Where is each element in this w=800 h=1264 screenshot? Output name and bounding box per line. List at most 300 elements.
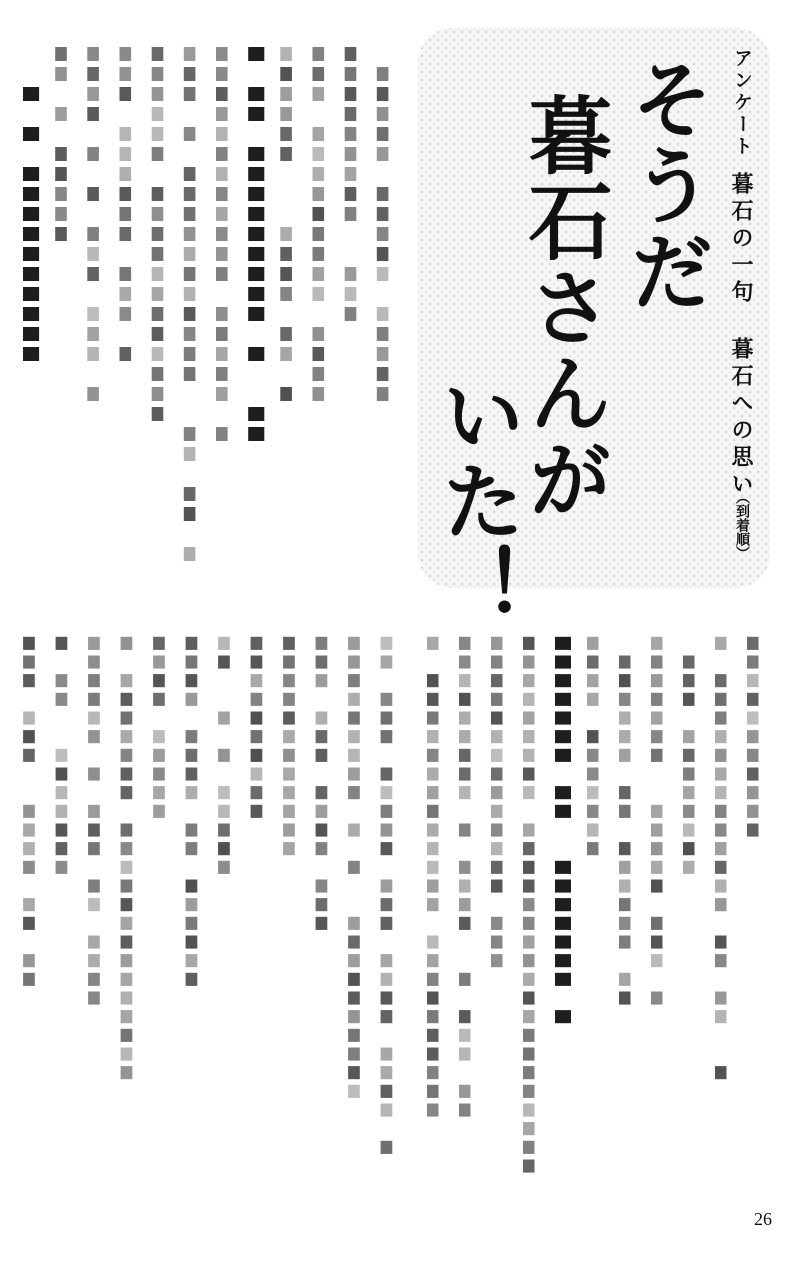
- text-mark: [313, 67, 325, 81]
- text-mark: [120, 167, 132, 181]
- text-mark: [313, 247, 325, 261]
- text-mark: [377, 347, 389, 361]
- text-mark: [23, 712, 35, 725]
- text-mark: [283, 674, 295, 687]
- text-mark: [459, 749, 471, 762]
- text-mark: [88, 973, 100, 986]
- text-mark: [523, 768, 535, 781]
- text-mark: [651, 954, 663, 967]
- text-mark: [55, 167, 67, 181]
- text-mark: [715, 730, 727, 743]
- text-mark: [587, 656, 599, 669]
- text-mark: [186, 824, 198, 837]
- text-mark: [345, 187, 357, 201]
- text-mark: [348, 730, 360, 743]
- text-mark: [218, 749, 230, 762]
- text-mark: [555, 917, 571, 930]
- text-mark: [491, 936, 503, 949]
- text-mark: [313, 367, 325, 381]
- text-mark: [316, 842, 328, 855]
- text-mark: [555, 1010, 571, 1023]
- text-mark: [651, 805, 663, 818]
- text-mark: [121, 1010, 133, 1023]
- text-mark: [345, 67, 357, 81]
- text-mark: [491, 693, 503, 706]
- text-mark: [523, 1066, 535, 1079]
- text-mark: [747, 824, 759, 837]
- text-mark: [184, 427, 196, 441]
- text-mark: [55, 207, 67, 221]
- text-mark: [587, 842, 599, 855]
- text-mark: [184, 167, 196, 181]
- text-mark: [153, 768, 165, 781]
- text-mark: [523, 656, 535, 669]
- text-mark: [186, 954, 198, 967]
- text-mark: [186, 786, 198, 799]
- text-mark: [248, 347, 264, 361]
- text-mark: [587, 805, 599, 818]
- text-mark: [184, 367, 196, 381]
- text-mark: [619, 936, 631, 949]
- text-mark: [427, 674, 439, 687]
- text-mark: [651, 917, 663, 930]
- text-mark: [152, 87, 164, 101]
- text-mark: [587, 768, 599, 781]
- text-mark: [184, 307, 196, 321]
- text-mark: [153, 749, 165, 762]
- text-mark: [121, 693, 133, 706]
- text-mark: [491, 842, 503, 855]
- text-mark: [651, 824, 663, 837]
- text-mark: [619, 749, 631, 762]
- text-mark: [555, 749, 571, 762]
- text-mark: [587, 730, 599, 743]
- text-mark: [345, 127, 357, 141]
- text-mark: [152, 107, 164, 121]
- text-mark: [345, 107, 357, 121]
- text-mark: [121, 842, 133, 855]
- text-mark: [153, 805, 165, 818]
- text-mark: [491, 954, 503, 967]
- text-mark: [715, 936, 727, 949]
- text-mark: [88, 842, 100, 855]
- text-mark: [283, 786, 295, 799]
- text-mark: [715, 712, 727, 725]
- text-mark: [651, 749, 663, 762]
- text-mark: [381, 917, 393, 930]
- text-mark: [348, 693, 360, 706]
- text-mark: [280, 147, 292, 161]
- text-mark: [381, 805, 393, 818]
- text-mark: [186, 898, 198, 911]
- text-mark: [377, 147, 389, 161]
- text-mark: [459, 674, 471, 687]
- text-mark: [216, 387, 228, 401]
- text-mark: [186, 973, 198, 986]
- text-mark: [87, 87, 99, 101]
- text-mark: [619, 693, 631, 706]
- text-mark: [248, 407, 264, 421]
- text-mark: [316, 749, 328, 762]
- text-mark: [715, 805, 727, 818]
- text-mark: [186, 749, 198, 762]
- text-mark: [427, 768, 439, 781]
- text-mark: [248, 307, 264, 321]
- text-mark: [55, 147, 67, 161]
- text-mark: [184, 67, 196, 81]
- text-mark: [23, 861, 35, 874]
- text-mark: [316, 917, 328, 930]
- text-mark: [152, 387, 164, 401]
- text-mark: [88, 954, 100, 967]
- text-mark: [313, 267, 325, 281]
- text-mark: [152, 207, 164, 221]
- text-mark: [87, 307, 99, 321]
- text-mark: [216, 67, 228, 81]
- text-mark: [747, 786, 759, 799]
- text-mark: [715, 861, 727, 874]
- text-mark: [87, 247, 99, 261]
- text-mark: [459, 861, 471, 874]
- text-mark: [216, 227, 228, 241]
- text-mark: [184, 267, 196, 281]
- text-mark: [55, 227, 67, 241]
- text-mark: [427, 693, 439, 706]
- text-mark: [121, 786, 133, 799]
- text-mark: [186, 637, 198, 650]
- lower-left-text-block: [14, 634, 404, 1194]
- text-mark: [523, 674, 535, 687]
- text-mark: [747, 656, 759, 669]
- text-mark: [313, 227, 325, 241]
- text-mark: [715, 749, 727, 762]
- text-mark: [427, 898, 439, 911]
- text-mark: [218, 656, 230, 669]
- text-mark: [381, 954, 393, 967]
- text-mark: [316, 637, 328, 650]
- text-mark: [23, 917, 35, 930]
- text-mark: [459, 693, 471, 706]
- text-mark: [152, 67, 164, 81]
- text-mark: [152, 47, 164, 61]
- text-mark: [121, 861, 133, 874]
- text-mark: [523, 824, 535, 837]
- text-mark: [152, 327, 164, 341]
- text-mark: [152, 247, 164, 261]
- text-mark: [121, 880, 133, 893]
- text-mark: [251, 730, 263, 743]
- text-mark: [184, 127, 196, 141]
- text-mark: [153, 674, 165, 687]
- text-mark: [381, 637, 393, 650]
- illegible-text-marks: [14, 44, 400, 604]
- text-mark: [683, 805, 695, 818]
- text-mark: [619, 992, 631, 1005]
- text-mark: [55, 67, 67, 81]
- text-mark: [523, 842, 535, 855]
- text-mark: [216, 307, 228, 321]
- text-mark: [381, 656, 393, 669]
- text-mark: [248, 227, 264, 241]
- text-mark: [251, 637, 263, 650]
- text-mark: [87, 67, 99, 81]
- text-mark: [715, 1010, 727, 1023]
- text-mark: [280, 267, 292, 281]
- text-mark: [283, 824, 295, 837]
- text-mark: [381, 712, 393, 725]
- text-mark: [316, 880, 328, 893]
- text-mark: [184, 187, 196, 201]
- text-mark: [459, 824, 471, 837]
- text-mark: [23, 954, 35, 967]
- text-mark: [459, 898, 471, 911]
- text-mark: [345, 267, 357, 281]
- text-mark: [427, 842, 439, 855]
- text-mark: [747, 693, 759, 706]
- text-mark: [427, 1066, 439, 1079]
- text-mark: [186, 656, 198, 669]
- text-mark: [316, 656, 328, 669]
- text-mark: [251, 674, 263, 687]
- text-mark: [313, 287, 325, 301]
- text-mark: [377, 387, 389, 401]
- text-mark: [491, 637, 503, 650]
- text-mark: [56, 674, 68, 687]
- text-mark: [248, 167, 264, 181]
- text-mark: [186, 936, 198, 949]
- text-mark: [427, 992, 439, 1005]
- text-mark: [683, 768, 695, 781]
- text-mark: [345, 87, 357, 101]
- text-mark: [651, 674, 663, 687]
- text-mark: [56, 842, 68, 855]
- text-mark: [121, 712, 133, 725]
- text-mark: [120, 147, 132, 161]
- text-mark: [216, 347, 228, 361]
- text-mark: [747, 637, 759, 650]
- text-mark: [348, 861, 360, 874]
- text-mark: [523, 917, 535, 930]
- text-mark: [316, 712, 328, 725]
- text-mark: [555, 954, 571, 967]
- text-mark: [619, 973, 631, 986]
- text-mark: [381, 1010, 393, 1023]
- text-mark: [218, 805, 230, 818]
- text-mark: [121, 992, 133, 1005]
- text-mark: [345, 207, 357, 221]
- text-mark: [120, 307, 132, 321]
- text-mark: [619, 730, 631, 743]
- text-mark: [348, 824, 360, 837]
- text-mark: [491, 917, 503, 930]
- text-mark: [683, 656, 695, 669]
- text-mark: [23, 656, 35, 669]
- text-mark: [248, 247, 264, 261]
- text-mark: [313, 187, 325, 201]
- text-mark: [56, 786, 68, 799]
- lower-right-text-block: [418, 634, 770, 1194]
- text-mark: [683, 730, 695, 743]
- text-mark: [427, 1029, 439, 1042]
- text-mark: [280, 387, 292, 401]
- text-mark: [23, 247, 39, 261]
- title-line-1: そうだ: [617, 56, 716, 314]
- text-mark: [715, 842, 727, 855]
- text-mark: [491, 749, 503, 762]
- text-mark: [56, 693, 68, 706]
- text-mark: [23, 227, 39, 241]
- text-mark: [216, 167, 228, 181]
- text-mark: [120, 227, 132, 241]
- text-mark: [87, 267, 99, 281]
- text-mark: [587, 824, 599, 837]
- text-mark: [651, 880, 663, 893]
- text-mark: [348, 656, 360, 669]
- text-mark: [23, 730, 35, 743]
- text-mark: [345, 47, 357, 61]
- text-mark: [381, 898, 393, 911]
- text-mark: [23, 87, 39, 101]
- text-mark: [120, 287, 132, 301]
- text-mark: [523, 786, 535, 799]
- text-mark: [152, 407, 164, 421]
- text-mark: [381, 1141, 393, 1154]
- text-mark: [747, 749, 759, 762]
- text-mark: [427, 1048, 439, 1061]
- text-mark: [316, 730, 328, 743]
- text-mark: [715, 637, 727, 650]
- text-mark: [345, 147, 357, 161]
- text-mark: [152, 347, 164, 361]
- text-mark: [381, 768, 393, 781]
- text-mark: [121, 1029, 133, 1042]
- text-mark: [459, 880, 471, 893]
- text-mark: [381, 824, 393, 837]
- text-mark: [248, 427, 264, 441]
- text-mark: [283, 805, 295, 818]
- text-mark: [121, 637, 133, 650]
- text-mark: [280, 87, 292, 101]
- text-mark: [683, 824, 695, 837]
- text-mark: [427, 954, 439, 967]
- text-mark: [316, 786, 328, 799]
- text-mark: [184, 507, 196, 521]
- text-mark: [313, 327, 325, 341]
- text-mark: [587, 749, 599, 762]
- text-mark: [120, 67, 132, 81]
- text-mark: [56, 768, 68, 781]
- text-mark: [251, 805, 263, 818]
- text-mark: [619, 656, 631, 669]
- text-mark: [87, 227, 99, 241]
- text-mark: [248, 87, 264, 101]
- text-mark: [248, 187, 264, 201]
- text-mark: [459, 656, 471, 669]
- text-mark: [348, 712, 360, 725]
- text-mark: [523, 973, 535, 986]
- text-mark: [23, 327, 39, 341]
- text-mark: [381, 842, 393, 855]
- text-mark: [523, 1104, 535, 1117]
- text-mark: [348, 1066, 360, 1079]
- text-mark: [186, 842, 198, 855]
- text-mark: [313, 87, 325, 101]
- text-mark: [747, 712, 759, 725]
- text-mark: [216, 267, 228, 281]
- text-mark: [216, 47, 228, 61]
- text-mark: [459, 730, 471, 743]
- text-mark: [523, 1160, 535, 1173]
- text-mark: [87, 187, 99, 201]
- text-mark: [23, 347, 39, 361]
- text-mark: [587, 786, 599, 799]
- text-mark: [345, 167, 357, 181]
- text-mark: [152, 187, 164, 201]
- text-mark: [491, 674, 503, 687]
- text-mark: [555, 880, 571, 893]
- text-mark: [55, 107, 67, 121]
- text-mark: [427, 730, 439, 743]
- text-mark: [491, 861, 503, 874]
- text-mark: [23, 167, 39, 181]
- text-mark: [459, 1085, 471, 1098]
- text-mark: [88, 824, 100, 837]
- text-mark: [459, 712, 471, 725]
- text-mark: [459, 1048, 471, 1061]
- text-mark: [251, 768, 263, 781]
- text-mark: [23, 127, 39, 141]
- text-mark: [619, 842, 631, 855]
- text-mark: [88, 693, 100, 706]
- text-mark: [459, 637, 471, 650]
- text-mark: [280, 127, 292, 141]
- text-mark: [313, 47, 325, 61]
- text-mark: [377, 247, 389, 261]
- text-mark: [283, 656, 295, 669]
- text-mark: [427, 805, 439, 818]
- text-mark: [345, 307, 357, 321]
- text-mark: [555, 805, 571, 818]
- text-mark: [381, 1048, 393, 1061]
- text-mark: [523, 880, 535, 893]
- text-mark: [87, 327, 99, 341]
- text-mark: [619, 712, 631, 725]
- text-mark: [248, 287, 264, 301]
- text-mark: [216, 147, 228, 161]
- text-mark: [523, 936, 535, 949]
- text-mark: [186, 917, 198, 930]
- text-mark: [121, 824, 133, 837]
- text-mark: [381, 1104, 393, 1117]
- text-mark: [683, 786, 695, 799]
- text-mark: [348, 786, 360, 799]
- text-mark: [348, 973, 360, 986]
- text-mark: [491, 730, 503, 743]
- text-mark: [88, 898, 100, 911]
- text-mark: [555, 637, 571, 650]
- text-mark: [23, 749, 35, 762]
- text-mark: [555, 693, 571, 706]
- text-mark: [121, 768, 133, 781]
- text-mark: [381, 730, 393, 743]
- text-mark: [283, 768, 295, 781]
- text-mark: [283, 749, 295, 762]
- text-mark: [651, 992, 663, 1005]
- text-mark: [316, 805, 328, 818]
- text-mark: [715, 880, 727, 893]
- text-mark: [87, 147, 99, 161]
- text-mark: [152, 307, 164, 321]
